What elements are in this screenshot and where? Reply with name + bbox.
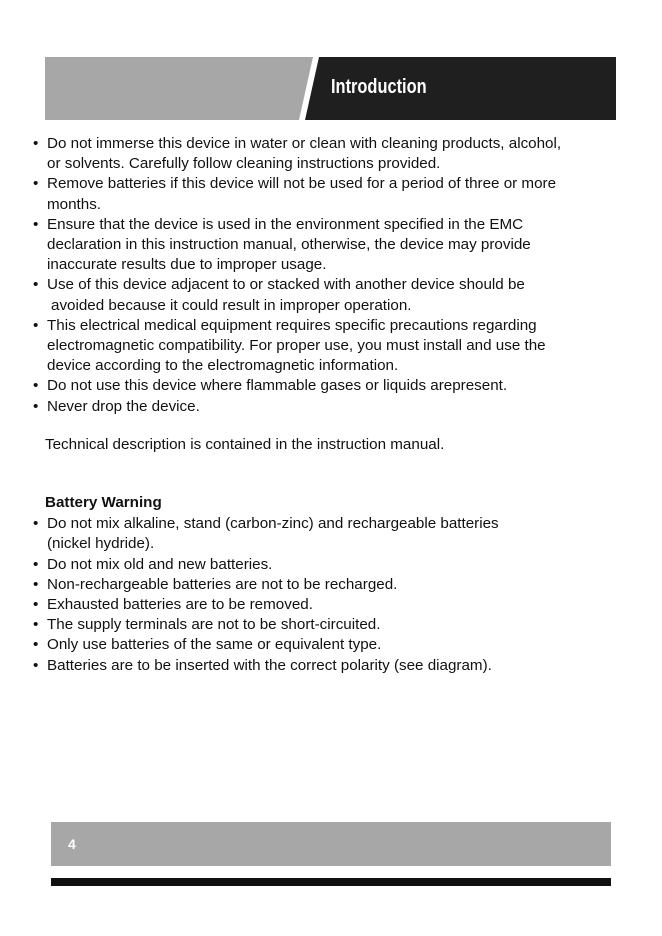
bullet-dot: • — [33, 656, 39, 674]
bullet-line: inaccurate results due to improper usage. — [47, 256, 327, 274]
bullet-item — [30, 316, 630, 377]
bullet-item — [30, 514, 630, 554]
bullet-item — [30, 575, 630, 595]
bullet-dot: • — [33, 276, 39, 294]
bullet-line: Only use batteries of the same or equivalent type. — [47, 636, 382, 654]
header-left-panel — [45, 57, 313, 120]
bullet-dot: • — [33, 596, 39, 614]
bullet-dot: • — [33, 316, 39, 334]
bullet-line: The supply terminals are not to be short-circuited. — [47, 616, 381, 634]
bullet-line: Use of this device adjacent to or stacked with another device should be — [47, 276, 525, 294]
bullet-line: Exhausted batteries are to be removed. — [47, 596, 313, 614]
bullet-line: Non-rechargeable batteries are not to be recharged. — [47, 575, 398, 593]
section-header — [45, 57, 616, 120]
bullet-item — [30, 275, 630, 315]
page-content — [30, 134, 630, 676]
bullet-dot: • — [33, 135, 39, 152]
bullet-item — [30, 595, 630, 615]
safety-bullets — [30, 134, 630, 417]
bullet-item — [30, 635, 630, 655]
bottom-rule — [51, 878, 611, 886]
footer-bar — [51, 822, 611, 866]
bullet-line: months. — [47, 195, 102, 213]
bullet-item — [30, 615, 630, 635]
bullet-dot: • — [33, 377, 39, 395]
bullet-line: declaration in this instruction manual, otherwise, the device may provide — [47, 236, 531, 254]
bullet-dot: • — [33, 616, 39, 634]
bullet-line: Batteries are to be inserted with the correct polarity (see diagram). — [47, 656, 492, 674]
bullet-line: Remove batteries if this device will not be used for a period of three or more — [47, 175, 557, 193]
section-title: Introduction — [331, 76, 427, 98]
bullet-item — [30, 134, 630, 174]
bullet-dot: • — [33, 636, 39, 654]
bullet-line: (nickel hydride). — [47, 535, 155, 553]
bullet-line: Ensure that the device is used in the environment specified in the EMC — [47, 215, 524, 233]
bullet-line: or solvents. Carefully follow cleaning instructions provided. — [47, 155, 441, 173]
bullet-line: Do not mix old and new batteries. — [47, 555, 273, 573]
bullet-line: This electrical medical equipment requires specific precautions regarding — [47, 316, 537, 334]
page-number: 4 — [68, 836, 76, 852]
technical-note: Technical description is contained in the instruction manual. — [45, 435, 445, 453]
bullet-item — [30, 174, 630, 214]
bullet-item — [30, 376, 630, 396]
bullet-dot: • — [33, 175, 39, 193]
bullet-item — [30, 555, 630, 575]
bullet-line: electromagnetic compatibility. For proper use, you must install and use the — [47, 337, 546, 355]
bullet-item — [30, 397, 630, 417]
bullet-item — [30, 215, 630, 276]
bullet-dot: • — [33, 515, 39, 533]
bullet-item — [30, 656, 630, 676]
bullet-line: Never drop the device. — [47, 397, 200, 415]
bullet-dot: • — [33, 397, 39, 415]
bullet-line: Do not mix alkaline, stand (carbon-zinc) and rechargeable batteries — [47, 515, 499, 533]
battery-warning-title: Battery Warning — [45, 494, 162, 512]
bullet-line: Do not immerse this device in water or clean with cleaning products, alcohol, — [47, 135, 562, 152]
bullet-dot: • — [33, 575, 39, 593]
bullet-line: avoided because it could result in improper operation. — [51, 296, 412, 314]
bullet-dot: • — [33, 215, 39, 233]
bullet-dot: • — [33, 555, 39, 573]
battery-bullets — [30, 514, 630, 676]
bullet-line: device according to the electromagnetic information. — [47, 357, 399, 375]
bullet-line: Do not use this device where flammable gases or liquids arepresent. — [47, 377, 508, 395]
